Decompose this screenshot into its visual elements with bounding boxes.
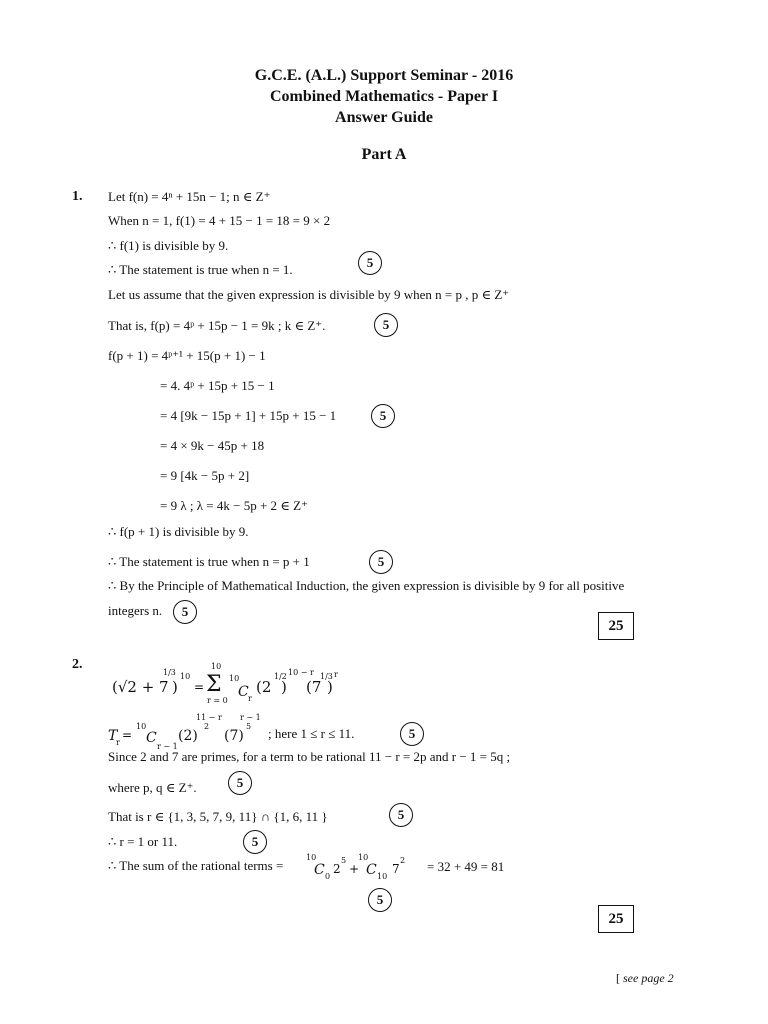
q1-line-10: = 4 × 9k − 45p + 18 [160, 438, 265, 453]
q1-line-1: Let f(n) = 4ⁿ + 15n − 1; n ∈ Z⁺ [108, 189, 271, 204]
q1-line-15: ∴ By the Principle of Mathematical Induction, the given expression is divisible by 9 for all positive [108, 578, 625, 593]
sum-plus: + [349, 862, 360, 876]
paper-title: Combined Mathematics - Paper I [269, 88, 499, 105]
part-heading: Part A [361, 146, 407, 163]
tr-exp1-den: 2 [204, 722, 210, 731]
expansion-term2-power: r [334, 670, 338, 679]
q2-mark-4: 5 [243, 830, 267, 854]
q1-line-13: ∴ f(p + 1) is divisible by 9. [108, 524, 249, 539]
expansion-term1-exp: 1/2 [274, 672, 287, 681]
expansion-nc-top: 10 [229, 674, 240, 683]
tr-exp2-num: r − 1 [240, 713, 261, 722]
q1-mark-1: 5 [358, 251, 382, 275]
expansion-lhs-close: ) [172, 678, 178, 696]
expansion-lhs-power: 10 [180, 672, 191, 681]
footer-see-page: see page 2 [623, 971, 674, 985]
q1-line-12: = 9 λ ; λ = 4k − 5p + 2 ∈ Z⁺ [160, 498, 308, 513]
q1-line-7: f(p + 1) = 4ᵖ⁺¹ + 15(p + 1) − 1 [108, 348, 266, 363]
q2-line-1: Since 2 and 7 are primes, for a term to be rational 11 − r = 2p and r − 1 = 5q ; [108, 749, 511, 764]
q1-mark-5: 5 [173, 600, 197, 624]
expansion-term2-exp: 1/3 [320, 672, 333, 681]
tr-equals: = [122, 728, 133, 742]
q1-mark-2: 5 [374, 313, 398, 337]
sum-t2-exp: 2 [400, 856, 406, 865]
q1-line-3: ∴ f(1) is divisible by 9. [108, 238, 229, 253]
expansion-equals: = [194, 680, 205, 694]
sum-result: = 32 + 49 = 81 [427, 859, 505, 874]
sum-c1-sub: 0 [325, 872, 331, 881]
q1-mark-4: 5 [369, 550, 393, 574]
expansion-term2-close: ) [327, 678, 333, 696]
q1-line-5: Let us assume that the given expression is divisible by 9 when n = p , p ∈ Z⁺ [108, 287, 510, 302]
sum-t2: 7 [392, 862, 400, 876]
question-1-number: 1. [72, 189, 83, 204]
tr-base-2: (7) [224, 728, 244, 744]
expansion-term1-power: 10 − r [288, 668, 314, 677]
sum-c1: C [314, 862, 325, 878]
expansion-term1: (2 [256, 678, 272, 696]
tr-exp1-num: 11 − r [196, 713, 222, 722]
question-2-number: 2. [72, 657, 83, 672]
q1-line-4: ∴ The statement is true when n = 1. [108, 262, 293, 277]
q1-line-6: That is, f(p) = 4ᵖ + 15p − 1 = 9k ; k ∈ Z⁺. [108, 318, 326, 333]
expansion-c-sub: r [248, 694, 252, 703]
q1-total-box: 25 [598, 612, 634, 640]
q2-total-box: 25 [598, 905, 634, 933]
expansion-term1-close: ) [281, 678, 287, 696]
tr-label: T [108, 728, 118, 744]
q1-mark-3: 5 [371, 404, 395, 428]
q1-line-2: When n = 1, f(1) = 4 + 15 − 1 = 18 = 9 × 2 [108, 213, 331, 228]
expansion-lhs-base: (√2 + 7 [112, 678, 169, 696]
footer-bracket: [ [616, 971, 620, 985]
tr-c: C [146, 730, 157, 746]
q1-line-11: = 9 [4k − 5p + 2] [160, 468, 250, 483]
q2-mark-3: 5 [389, 803, 413, 827]
sum-c1-top: 10 [306, 853, 317, 862]
q2-mark-5: 5 [368, 888, 392, 912]
tr-c-sub: r − 1 [157, 742, 178, 751]
q2-mark-1: 5 [400, 722, 424, 746]
page-continuation [616, 972, 674, 984]
sum-c2-sub: 10 [377, 872, 388, 881]
sigma-top: 10 [211, 662, 222, 671]
q2-line-4: ∴ r = 1 or 11. [108, 834, 178, 849]
tr-exp2-den: 5 [246, 722, 252, 731]
sigma-symbol: Σ [206, 672, 222, 697]
expansion-term2: (7 [306, 678, 322, 696]
sum-c2-top: 10 [358, 853, 369, 862]
sum-t1: 2 [333, 862, 341, 876]
sigma-bottom: r = 0 [207, 696, 228, 705]
expansion-lhs-exp: 1/3 [163, 668, 176, 677]
q1-line-9: = 4 [9k − 15p + 1] + 15p + 15 − 1 [160, 408, 337, 423]
q1-line-8: = 4. 4ᵖ + 15p + 15 − 1 [160, 378, 275, 393]
q2-line-5: ∴ The sum of the rational terms = [108, 858, 284, 873]
expansion-c: C [238, 684, 249, 700]
seminar-title: G.C.E. (A.L.) Support Seminar - 2016 [254, 67, 514, 84]
guide-title: Answer Guide [335, 109, 433, 126]
q2-mark-2: 5 [228, 771, 252, 795]
tr-label-sub: r [116, 738, 120, 747]
tr-range: ; here 1 ≤ r ≤ 11. [268, 726, 355, 741]
q1-line-16: integers n. [108, 603, 163, 618]
q2-line-3: That is r ∈ {1, 3, 5, 7, 9, 11} ∩ {1, 6, 11 } [108, 809, 328, 824]
sum-c2: C [366, 862, 377, 878]
q2-line-2: where p, q ∈ Z⁺. [108, 780, 197, 795]
tr-base-1: (2) [178, 728, 198, 744]
sum-t1-exp: 5 [341, 856, 347, 865]
tr-nc-top: 10 [136, 722, 147, 731]
q1-line-14: ∴ The statement is true when n = p + 1 [108, 554, 310, 569]
